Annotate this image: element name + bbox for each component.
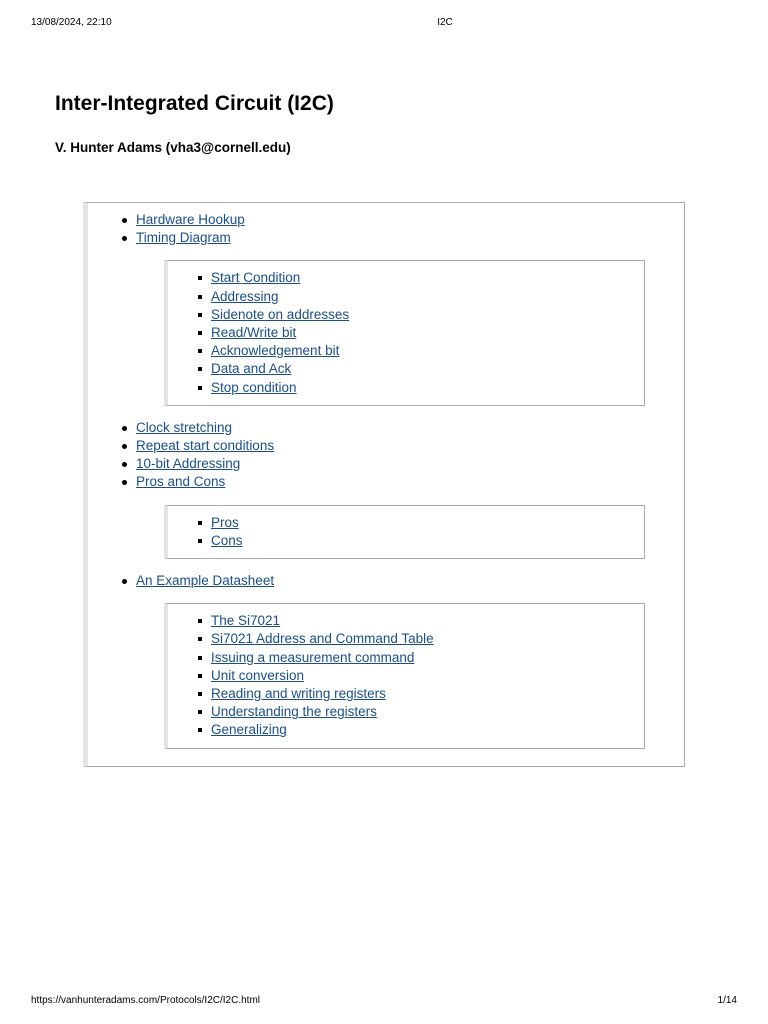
toc-subitem <box>211 649 644 667</box>
toc-link-addressing[interactable]: Addressing <box>211 288 279 304</box>
toc-link-generalizing[interactable]: Generalizing <box>211 722 287 738</box>
toc-link-understanding-registers[interactable]: Understanding the registers <box>211 704 377 720</box>
toc-link-unit-conversion[interactable]: Unit conversion <box>211 667 305 683</box>
toc-link-pros-and-cons[interactable]: Pros and Cons <box>136 474 226 490</box>
toc-link-reading-writing-registers[interactable]: Reading and writing registers <box>211 686 386 702</box>
toc-item <box>136 473 684 491</box>
toc-item <box>136 211 684 229</box>
toc-subitem <box>211 342 644 360</box>
toc-subitem <box>211 306 644 324</box>
toc-link-10bit-addressing[interactable]: 10-bit Addressing <box>136 456 241 472</box>
toc-subitem <box>211 514 644 532</box>
toc-subsection-datasheet <box>164 603 645 748</box>
toc-link-repeat-start[interactable]: Repeat start conditions <box>136 438 275 454</box>
toc-list <box>88 572 684 590</box>
print-url: https://vanhunteradams.com/Protocols/I2C/I2C.html <box>31 995 260 1006</box>
toc-subitem <box>211 612 644 630</box>
toc-subsection-pros-cons <box>164 505 645 559</box>
toc-subitem <box>211 685 644 703</box>
toc-subitem <box>211 630 644 648</box>
table-of-contents <box>83 202 685 767</box>
toc-link-address-command-table[interactable]: Si7021 Address and Command Table <box>211 631 434 647</box>
toc-link-start-condition[interactable]: Start Condition <box>211 270 301 286</box>
toc-subitem <box>211 288 644 306</box>
toc-sublist <box>168 269 644 396</box>
toc-subitem <box>211 269 644 287</box>
toc-list <box>88 211 684 247</box>
toc-subitem <box>211 703 644 721</box>
print-page-number: 1/14 <box>717 995 737 1006</box>
toc-link-acknowledgement-bit[interactable]: Acknowledgement bit <box>211 343 340 359</box>
toc-item <box>136 229 684 247</box>
author: V. Hunter Adams (vha3@cornell.edu) <box>55 140 291 155</box>
toc-subitem <box>211 721 644 739</box>
toc-link-read-write-bit[interactable]: Read/Write bit <box>211 325 297 341</box>
toc-link-measurement-command[interactable]: Issuing a measurement command <box>211 649 415 665</box>
toc-link-clock-stretching[interactable]: Clock stretching <box>136 419 233 435</box>
toc-link-example-datasheet[interactable]: An Example Datasheet <box>136 573 275 589</box>
toc-item <box>136 572 684 590</box>
toc-sublist <box>168 612 644 739</box>
toc-link-cons[interactable]: Cons <box>211 532 243 548</box>
toc-sublist <box>168 514 644 550</box>
toc-item <box>136 419 684 437</box>
toc-subitem <box>211 379 644 397</box>
toc-subitem <box>211 667 644 685</box>
toc-list <box>88 419 684 492</box>
toc-link-data-and-ack[interactable]: Data and Ack <box>211 361 292 377</box>
toc-link-timing-diagram[interactable]: Timing Diagram <box>136 230 231 246</box>
print-header <box>0 16 768 30</box>
print-datetime: 13/08/2024, 22:10 <box>31 17 112 28</box>
page-title: Inter-Integrated Circuit (I2C) <box>55 92 334 115</box>
toc-subitem <box>211 324 644 342</box>
toc-link-si7021[interactable]: The Si7021 <box>211 613 281 629</box>
toc-item <box>136 455 684 473</box>
toc-subitem <box>211 360 644 378</box>
toc-link-stop-condition[interactable]: Stop condition <box>211 379 297 395</box>
toc-subitem <box>211 532 644 550</box>
toc-subsection-timing <box>164 260 645 405</box>
print-title: I2C <box>437 17 453 28</box>
toc-link-sidenote-addresses[interactable]: Sidenote on addresses <box>211 306 350 322</box>
toc-item <box>136 437 684 455</box>
toc-link-hardware-hookup[interactable]: Hardware Hookup <box>136 212 245 227</box>
toc-link-pros[interactable]: Pros <box>211 514 239 530</box>
print-footer <box>0 994 768 1008</box>
